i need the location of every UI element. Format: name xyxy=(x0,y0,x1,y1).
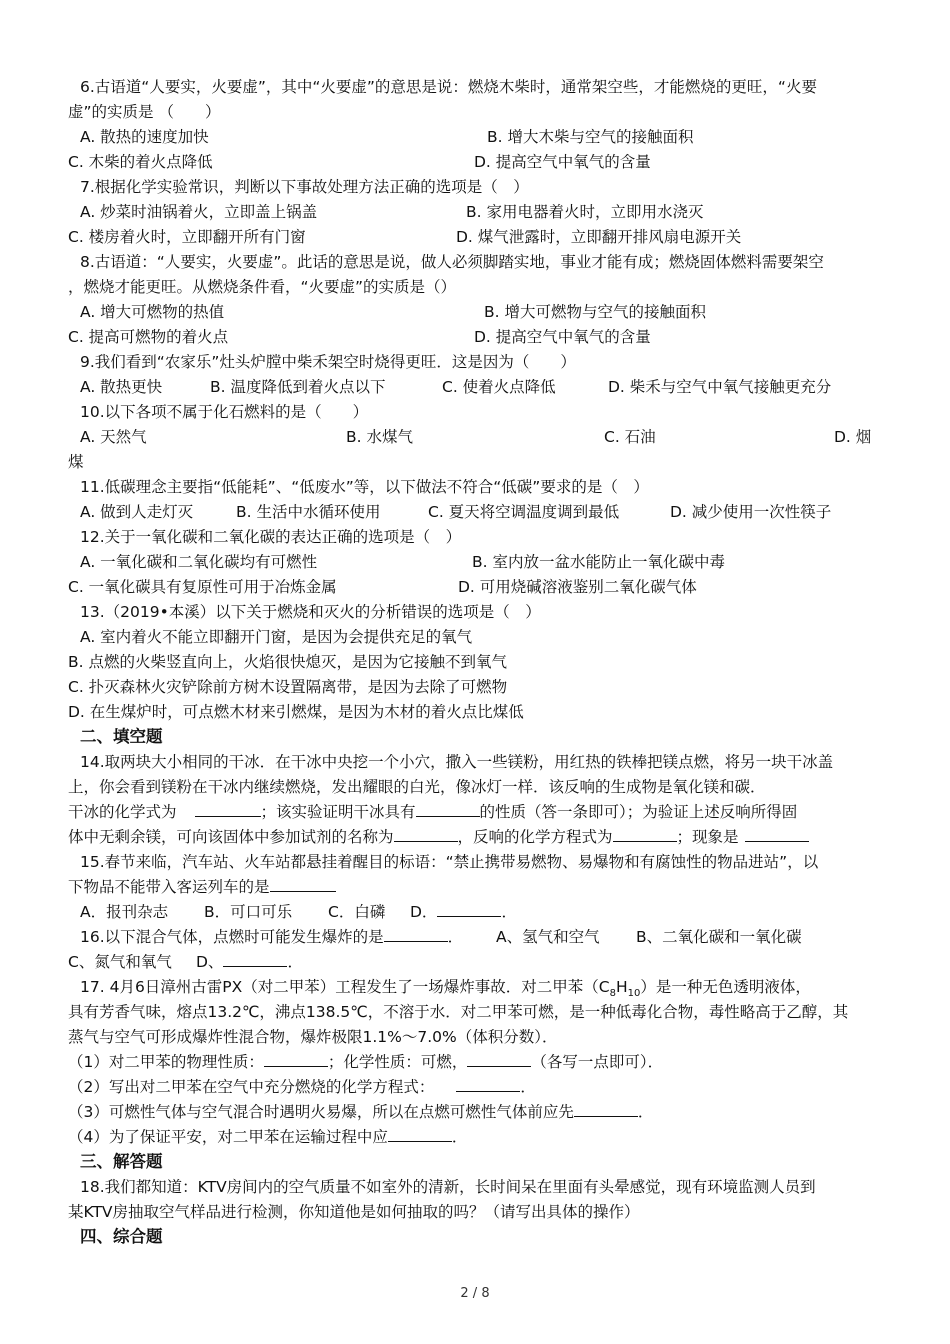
q14-stem-line3 xyxy=(68,801,797,823)
q12-option-a: A. 一氧化碳和二氧化碳均有可燃性 xyxy=(80,553,318,571)
section-heading-answer: 三、解答题 xyxy=(80,1152,163,1171)
q16-stem xyxy=(80,926,463,948)
q11-option-a: A. 做到人走灯灭 xyxy=(80,503,194,521)
q13-option-d: D. 在生煤炉时，可点燃木材来引燃煤，是因为木材的着火点比煤低 xyxy=(68,703,524,721)
q8-stem-line1: 8.古语道：“人要实，火要虚”。此话的意思是说，做人必须脚踏实地，事业才能有成；燃烧固体燃料需要架空 xyxy=(80,253,824,271)
q6-stem-line2: 虚”的实质是 （ ） xyxy=(68,103,221,121)
q6-option-b: B. 增大木柴与空气的接触面积 xyxy=(487,128,694,146)
q16-option-c: C、氮气和氧气 xyxy=(68,953,172,971)
q13-option-c: C. 扑灭森林火灾铲除前方树木设置隔离带，是因为去除了可燃物 xyxy=(68,678,508,696)
q6-stem-line1: 6.古语道“人要实，火要虚”，其中“火要虚”的意思是说：燃烧木柴时，通常架空些，才能燃烧的更旺，“火要 xyxy=(80,78,817,96)
q16-option-d-label: D、 xyxy=(196,953,224,971)
q17-part-2-text: （2）写出对二甲苯在空气中充分燃烧的化学方程式： xyxy=(68,1078,435,1096)
q11-stem: 11.低碳理念主要指“低能耗”、“低废水”等，以下做法不符合“低碳”要求的是（ ） xyxy=(80,478,649,496)
q17-part-3-text: （3）可燃性气体与空气混合时遇明火易爆，所以在点燃可燃性气体前应先 xyxy=(68,1103,574,1121)
q14-blank-reagent[interactable] xyxy=(394,826,458,842)
q11-option-c: C. 夏天将空调温度调到最低 xyxy=(428,503,620,521)
q15-option-c: C．白磷 xyxy=(328,903,386,921)
q9-option-d: D. 柴禾与空气中氧气接触更充分 xyxy=(608,378,832,396)
q16-option-b: B、二氧化碳和一氧化碳 xyxy=(636,928,802,946)
q17-part-4 xyxy=(68,1126,467,1148)
q15-blank-answer[interactable] xyxy=(270,876,336,892)
q13-option-b: B. 点燃的火柴竖直向上，火焰很快熄灭，是因为它接触不到氧气 xyxy=(68,653,507,671)
q16-option-d-end: ． xyxy=(287,953,303,971)
q13-option-a: A. 室内着火不能立即翻开门窗，是因为会提供充足的氧气 xyxy=(80,628,473,646)
q7-stem: 7.根据化学实验常识，判断以下事故处理方法正确的选项是（ ） xyxy=(80,178,529,196)
q7-option-c: C. 楼房着火时，立即翻开所有门窗 xyxy=(68,228,306,246)
q14-text-4a: 体中无剩余镁，可向该固体中参加试剂的名称为 xyxy=(68,828,394,846)
q17-part-4-end: ． xyxy=(451,1128,468,1146)
q10-option-d-continued: 煤 xyxy=(68,453,84,471)
q12-stem: 12.关于一氧化碳和二氧化碳的表达正确的选项是（ ） xyxy=(80,528,462,546)
q18-stem-line2: 某KTV房抽取空气样品进行检测，你知道他是如何抽取的吗？（请写出具体的操作） xyxy=(68,1203,640,1221)
section-heading-fill-in: 二、填空题 xyxy=(80,727,163,746)
q17-stem-line3: 蒸气与空气可形成爆炸性混合物，爆炸极限1.1%～7.0%（体积分数）． xyxy=(68,1028,558,1046)
q17-text-h: H xyxy=(615,978,628,996)
q6-option-c: C. 木柴的着火点降低 xyxy=(68,153,213,171)
q16-blank-answer[interactable] xyxy=(384,926,448,942)
q7-option-d: D. 煤气泄露时，立即翻开排风扇电源开关 xyxy=(456,228,742,246)
q17-subscript-10: 10 xyxy=(627,988,641,1000)
q17-part-1-text-b: ；化学性质：可燃， xyxy=(327,1053,468,1071)
q11-option-d: D. 减少使用一次性筷子 xyxy=(670,503,832,521)
q16-option-a: A、氢气和空气 xyxy=(496,928,600,946)
q17-blank-chemical-property[interactable] xyxy=(467,1051,531,1067)
q8-option-b: B. 增大可燃物与空气的接触面积 xyxy=(484,303,706,321)
q17-part-1-text-c: （各写一点即可）． xyxy=(531,1053,664,1071)
section-heading-comprehensive: 四、综合题 xyxy=(80,1227,163,1246)
q15-stem-line2 xyxy=(68,876,336,898)
q15-option-d xyxy=(410,901,517,923)
q6-option-a: A. 散热的速度加快 xyxy=(80,128,209,146)
q9-option-b: B. 温度降低到着火点以下 xyxy=(210,378,386,396)
q10-option-a: A. 天然气 xyxy=(80,428,147,446)
q16-stem-text: 16.以下混合气体，点燃时可能发生爆炸的是 xyxy=(80,928,384,946)
q17-text-1a: 17. 4月6日漳州古雷PX（对二甲苯）工程发生了一场爆炸事故．对二甲苯（C xyxy=(80,978,610,996)
q12-option-c: C. 一氧化碳具有复原性可用于冶炼金属 xyxy=(68,578,337,596)
q17-blank-precaution[interactable] xyxy=(574,1101,638,1117)
q17-part-1-text-a: （1）对二甲苯的物理性质： xyxy=(68,1053,264,1071)
q7-option-a: A. 炒菜时油锅着火，立即盖上锅盖 xyxy=(80,203,318,221)
q10-option-d: D. 烟 xyxy=(834,428,872,446)
q17-part-2 xyxy=(68,1076,536,1098)
q17-stem-line2: 具有芳香气味，熔点13.2℃，沸点138.5℃，不溶于水．对二甲苯可燃，是一种低毒化合物，毒性略高于乙醇，其 xyxy=(68,1003,849,1021)
q10-option-c: C. 石油 xyxy=(604,428,656,446)
q15-option-a: A．报刊杂志 xyxy=(80,903,169,921)
q14-text-3b: ；该实验证明干冰具有 xyxy=(260,803,416,821)
q8-option-d: D. 提高空气中氧气的含量 xyxy=(474,328,651,346)
q16-option-d xyxy=(196,951,303,973)
q9-option-a: A. 散热更快 xyxy=(80,378,163,396)
q17-blank-transport[interactable] xyxy=(388,1126,452,1142)
q17-blank-equation[interactable] xyxy=(456,1076,520,1092)
q8-option-c: C. 提高可燃物的着火点 xyxy=(68,328,229,346)
q16-stem-end: ． xyxy=(447,928,464,946)
q14-text-3a: 干冰的化学式为 xyxy=(68,803,177,821)
q10-stem: 10.以下各项不属于化石燃料的是（ ） xyxy=(80,403,369,421)
q17-part-2-end: ． xyxy=(520,1078,536,1096)
q17-part-3 xyxy=(68,1101,653,1123)
q15-option-d-label: D． xyxy=(410,903,438,921)
q15-option-d-end: ． xyxy=(501,903,517,921)
q18-stem-line1: 18.我们都知道：KTV房间内的空气质量不如室外的清新，长时间呆在里面有头晕感觉，现有环境监测人员到 xyxy=(80,1178,816,1196)
q14-text-4c: ；现象是 xyxy=(676,828,739,846)
q11-option-b: B. 生活中水循环使用 xyxy=(236,503,381,521)
q14-text-4b: ，反响的化学方程式为 xyxy=(457,828,613,846)
q14-blank-property[interactable] xyxy=(416,801,480,817)
q15-option-b: B．可口可乐 xyxy=(204,903,293,921)
q13-stem: 13.（2019•本溪）以下关于燃烧和灭火的分析错误的选项是（ ） xyxy=(80,603,541,621)
q10-option-b: B. 水煤气 xyxy=(346,428,413,446)
q14-text-3c: 的性质（答一条即可）；为验证上述反响所得固 xyxy=(479,803,798,821)
q15-stem-line1: 15.春节来临，汽车站、火车站都悬挂着醒目的标语：“禁止携带易燃物、易爆物和有腐蚀性的物品进站”，以 xyxy=(80,853,819,871)
page-number: 2 / 8 xyxy=(460,1286,490,1301)
q14-stem-line2: 上，你会看到镁粉在干冰内继续燃烧，发出耀眼的白光，像冰灯一样．该反响的生成物是氧化镁和碳． xyxy=(68,778,766,796)
q14-blank-equation[interactable] xyxy=(613,826,677,842)
q17-blank-physical-property[interactable] xyxy=(264,1051,328,1067)
q15-blank-option-d[interactable] xyxy=(437,901,501,917)
q14-stem-line1: 14.取两块大小相同的干冰．在干冰中央挖一个小穴，撒入一些镁粉，用红热的铁棒把镁点燃，将另一块干冰盖 xyxy=(80,753,834,771)
q9-stem: 9.我们看到“农家乐”灶头炉膛中柴禾架空时烧得更旺．这是因为（ ） xyxy=(80,353,576,371)
q15-text-2: 下物品不能带入客运列车的是 xyxy=(68,878,270,896)
q6-option-d: D. 提高空气中氧气的含量 xyxy=(474,153,651,171)
q14-stem-line4 xyxy=(68,826,809,848)
q14-blank-formula[interactable] xyxy=(195,801,261,817)
q17-part-1 xyxy=(68,1051,663,1073)
q16-blank-option-d[interactable] xyxy=(223,951,287,967)
q17-text-1b: ）是一种无色透明液体， xyxy=(640,978,811,996)
q12-option-b: B. 室内放一盆水能防止一氧化碳中毒 xyxy=(472,553,725,571)
q7-option-b: B. 家用电器着火时，立即用水浇灭 xyxy=(466,203,704,221)
q12-option-d: D. 可用烧碱溶液鉴别二氧化碳气体 xyxy=(458,578,697,596)
q17-subscript-8: 8 xyxy=(609,988,616,1000)
q17-part-4-text: （4）为了保证平安，对二甲苯在运输过程中应 xyxy=(68,1128,388,1146)
q17-part-3-end: ． xyxy=(637,1103,654,1121)
q8-option-a: A. 增大可燃物的热值 xyxy=(80,303,225,321)
q8-stem-line2: ，燃烧才能更旺。从燃烧条件看，“火要虚”的实质是（） xyxy=(68,278,457,296)
q14-blank-phenomenon[interactable] xyxy=(745,826,809,842)
q9-option-c: C. 使着火点降低 xyxy=(442,378,556,396)
